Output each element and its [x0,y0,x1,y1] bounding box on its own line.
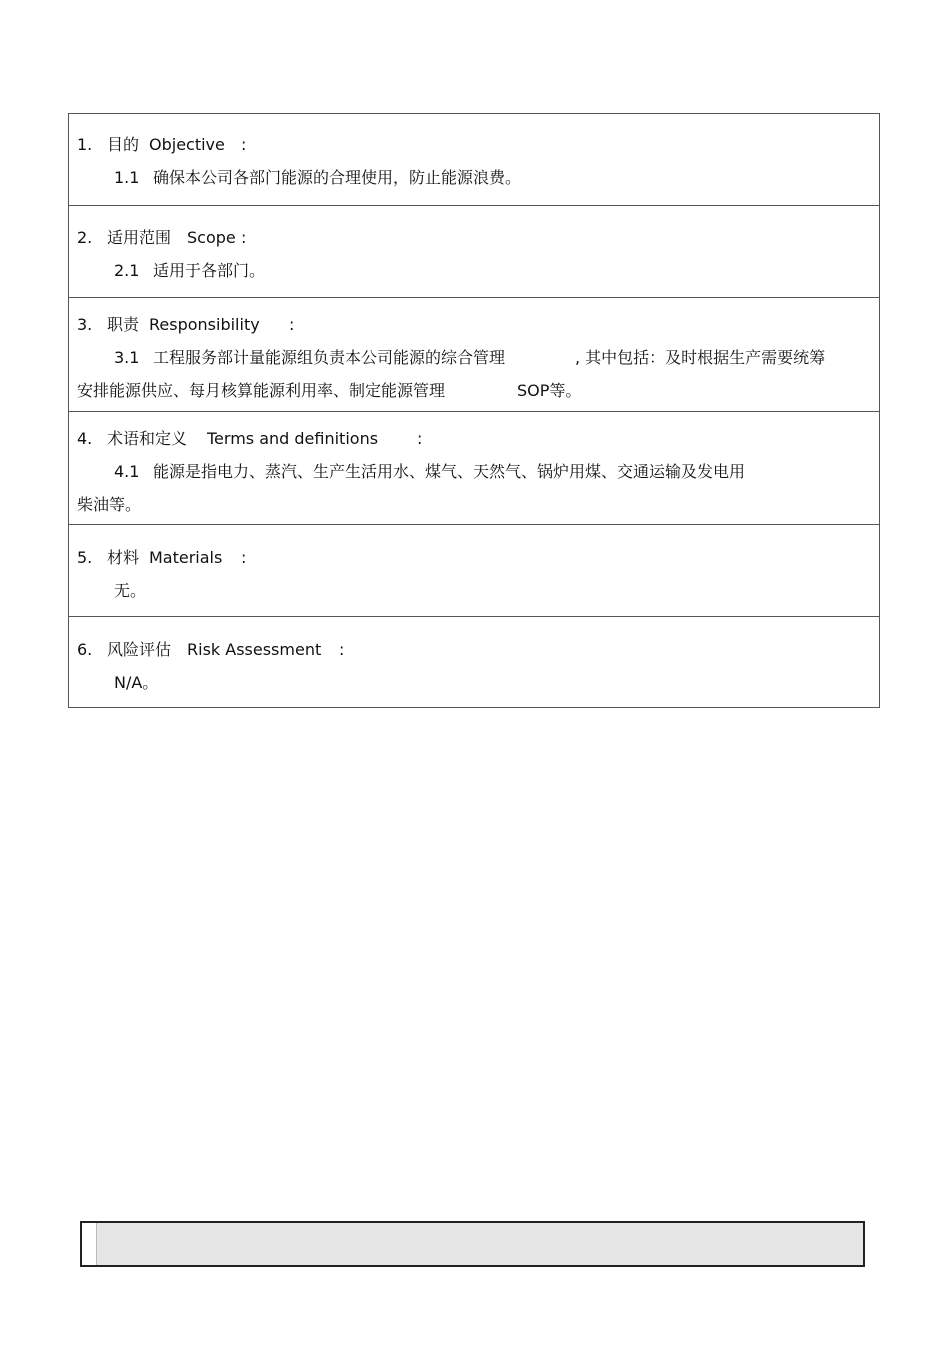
clause-number: 2.1 [114,261,140,280]
section-body-line [77,574,879,607]
section-heading [77,541,879,574]
section-heading [77,221,879,254]
clause-text: 能源是指电力、蒸汽、生产生活用水、煤气、天然气、锅炉用煤、交通运输及发电用 [153,462,746,481]
section-title-cn: 材料 [107,548,140,567]
section-body-line [77,374,879,407]
section-title-en: Scope [187,228,236,247]
section-heading [77,633,879,666]
section-title-en: Objective [149,135,225,154]
clause-number: 3.1 [114,348,140,367]
section-colon: : [241,548,247,567]
section-body-line [77,666,879,699]
section-number: 6. [77,640,93,659]
section-title-en: Materials [149,548,223,567]
section-number: 4. [77,429,93,448]
section-heading [77,422,879,455]
clause-text: 确保本公司各部门能源的合理使用，防止能源浪费。 [153,168,522,187]
clause-text: N/A。 [114,673,159,692]
section-heading [77,308,879,341]
section-body-line [77,254,879,287]
footer-bar-left-inset [82,1223,97,1265]
section-body-line [77,341,879,374]
section-colon: : [339,640,345,659]
section-scope [69,205,879,297]
section-colon: : [417,429,423,448]
clause-number: 1.1 [114,168,140,187]
clause-text-continued: , 其中包括：及时根据生产需要统筹 [575,348,826,367]
section-title-cn: 目的 [107,135,140,154]
section-heading [77,128,879,161]
section-responsibility [69,297,879,411]
section-body-line [77,455,879,488]
clause-text: 适用于各部门。 [153,261,266,280]
section-title-en: Responsibility [149,315,260,334]
section-colon: : [289,315,295,334]
clause-text: 安排能源供应、每月核算能源利用率、制定能源管理 [77,381,446,400]
section-title-cn: 适用范围 [107,228,172,247]
section-body-line [77,161,879,194]
section-colon: : [241,228,247,247]
clause-text: 工程服务部计量能源组负责本公司能源的综合管理 [153,348,506,367]
document-sections [68,113,880,708]
clause-number: 4.1 [114,462,140,481]
section-title-en: Risk Assessment [187,640,322,659]
footer-bar [80,1221,865,1267]
clause-text-continued: SOP等。 [517,381,582,400]
section-terms-definitions [69,411,879,524]
section-title-cn: 风险评估 [107,640,172,659]
section-number: 2. [77,228,93,247]
section-objective [69,114,879,205]
clause-text: 无。 [114,581,147,600]
section-number: 1. [77,135,93,154]
section-colon: : [241,135,247,154]
clause-text: 柴油等。 [77,495,142,514]
section-body-line [77,488,879,521]
section-number: 3. [77,315,93,334]
section-number: 5. [77,548,93,567]
section-risk-assessment [69,616,879,707]
section-title-cn: 术语和定义 [107,429,188,448]
section-title-cn: 职责 [107,315,140,334]
section-title-en: Terms and definitions [207,429,379,448]
section-materials [69,524,879,616]
